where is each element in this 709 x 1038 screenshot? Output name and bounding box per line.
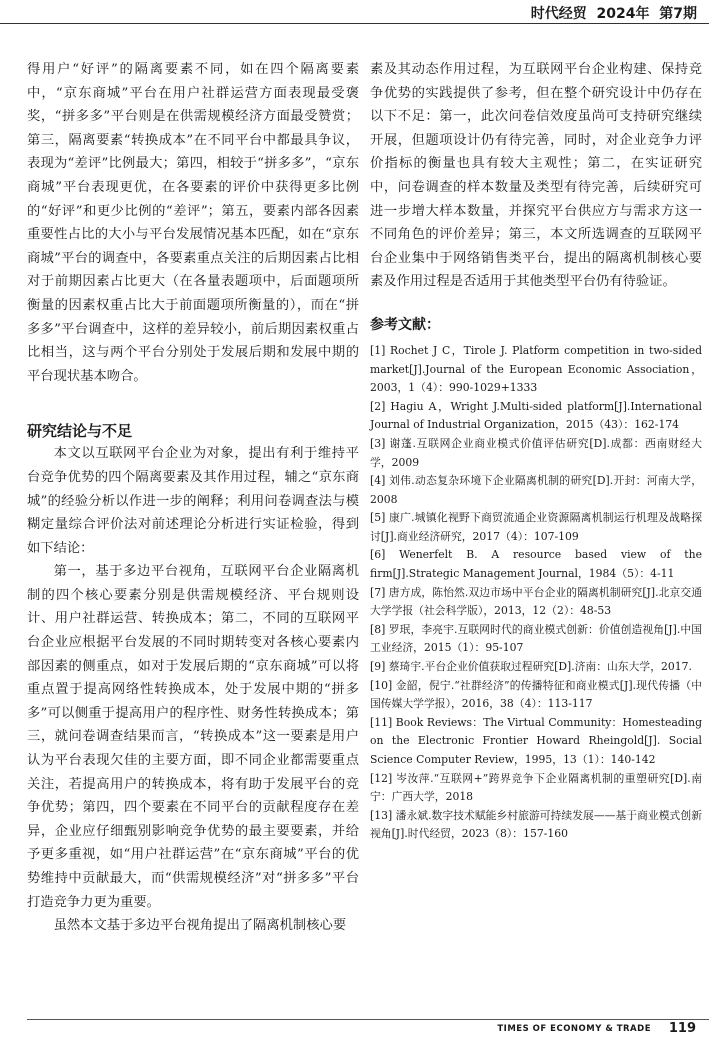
references-title: 参考文献： [370, 316, 440, 333]
reference-item: [11] Book Reviews：The Virtual Community：Homesteading on the Electronic Frontier Howard Rheingold[J]. Social Science Computer Review，1995，13（1）：140-142 [370, 715, 702, 766]
section-title: 研究结论与不足 [27, 422, 133, 441]
reference-item: [8] 罗珉，李亮宇.互联网时代的商业模式创新：价值创造视角[J].中国工业经济，2015（1）：95-107 [370, 622, 702, 655]
header-rule [0, 23, 709, 24]
paragraph-conclusions: 第一，基于多边平台视角，互联网平台企业隔离机制的四个核心要素分别是供需规模经济、平台规则设计、用户社群运营、转换成本；第二，不同的互联网平台企业应根据平台发展的不同时期转变对各核心要素内部因素的侧重点，如对于发展后期的“京东商城”可以将重点置于提高网络性转换成本，处于发展中期的“拼多多”可以侧重于提高用户的程序性、财务性转换成本；第三，就问卷调查结果而言，“转换成本”这一要素是用户认为平台表现欠佳的主要方面，即不同企业都需要重点关注，若提高用户的转换成本，将有助于发展平台的竞争优势；第四，四个要素在不同平台的贡献程度存在差异，企业应仔细甄别影响竞争优势的最主要要素，并给予更多重视，如“用户社群运营”在“京东商城”平台的优势维持中贡献最大，而“供需规模经济”对“拼多多”平台打造竞争力更为重要。 [27, 564, 359, 910]
reference-item: [4] 刘伟.动态复杂环境下企业隔离机制的研究[D].开封：河南大学，2008 [370, 474, 702, 506]
paragraph-limitations: 素及其动态作用过程，为互联网平台企业构建、保持竞争优势的实践提供了参考，但在整个研究设计中仍存在以下不足：第一，此次问卷信效度虽尚可支持研究继续开展，但题项设计仍有待完善，同时，对企业竞争力评价指标的衡量也具有较大主观性；第二，在实证研究中，问卷调查的样本数量及类型有待完善，后续研究可进一步增大样本数量，并探究平台供应方与需求方这一不同角色的评价差异；第三，本文所选调查的互联网平台企业集中于网络销售类平台，提出的隔离机制核心要素及作用过程是否适用于其他类型平台仍有待验证。 [370, 62, 702, 290]
footer-rule [27, 1019, 709, 1020]
right-column [370, 58, 702, 844]
running-title: 时代经贸 2024年 第7期 [530, 6, 697, 22]
journal-brand: TIMES OF ECONOMY & TRADE [497, 1024, 651, 1034]
left-column [27, 58, 359, 938]
reference-item: [2] Hagiu A，Wright J.Multi-sided platform[J].International Journal of Industrial Organization，2015（43）：162-174 [370, 399, 702, 432]
page-header [0, 0, 709, 22]
reference-item: [10] 金韶，倪宁.“社群经济”的传播特征和商业模式[J].现代传播（中国传媒大学学报），2016，38（4）：113-117 [370, 678, 702, 711]
page-number: 119 [668, 1021, 696, 1036]
reference-item: [9] 蔡琦宇.平台企业价值获取过程研究[D].济南：山东大学，2017. [370, 660, 692, 674]
reference-item: [7] 唐方成，陈怡然.双边市场中平台企业的隔离机制研究[J].北京交通大学学报（社会科学版），2013，12（2）：48-53 [370, 585, 702, 618]
references-list [370, 342, 702, 844]
reference-item: [13] 潘永斌.数字技术赋能乡村旅游可持续发展——基于商业模式创新视角[J].时代经贸，2023（8）：157-160 [370, 808, 702, 841]
paragraph-intro: 本文以互联网平台企业为对象，提出有利于维持平台竞争优势的四个隔离要素及其作用过程，辅之“京东商城”的经验分析以作进一步的阐释；利用问卷调查法与模糊定量综合评价法对前述理论分析进行实证检验，得到如下结论： [27, 446, 359, 556]
paragraph-continued: 得用户“好评”的隔离要素不同，如在四个隔离要素中，“京东商城”平台在用户社群运营方面表现最受褒奖，“拼多多”平台则是在供需规模经济方面最受赞赏；第三，隔离要素“转换成本”在不同平台中都最具争议，表现为“差评”比例最大；第四，相较于“拼多多”，“京东商城”平台表现更优，在各要素的评价中获得更多比例的“好评”和更少比例的“差评”；第五，要素内部各因素重要性占比的大小与平台发展情况基本匹配，如在“京东商城”平台的调查中，各要素重点关注的后期因素占比相对于前期因素占比更大（在各量表题项中，后面题项所衡量的因素权重占比大于前面题项所衡量的），而在“拼多多”平台调查中，这样的差异较小，前后期因素权重占比相当，这与两个平台分别处于发展后期和发展中期的平台现状基本吻合。 [27, 62, 359, 384]
reference-item: [6] Wenerfelt B. A resource based view of the firm[J].Strategic Management Journal，1984（5）：4-11 [370, 548, 702, 581]
reference-item: [3] 谢蓬.互联网企业商业模式价值评估研究[D].成都：西南财经大学，2009 [370, 436, 702, 469]
reference-item: [1] Rochet J C，Tirole J. Platform competition in two-sided market[J].Journal of the European Economic Association，2003，1（4）：990-1029+1333 [370, 343, 702, 395]
reference-item: [12] 岑汝萍.“互联网+”跨界竞争下企业隔离机制的重塑研究[D].南宁：广西大学，2018 [370, 771, 702, 804]
paragraph-limitations-start: 虽然本文基于多边平台视角提出了隔离机制核心要 [53, 918, 347, 934]
reference-item: [5] 康广.城镇化视野下商贸流通企业资源隔离机制运行机理及战略探讨[J].商业经济研究，2017（4）：107-109 [370, 511, 702, 543]
page-footer [0, 1019, 709, 1037]
